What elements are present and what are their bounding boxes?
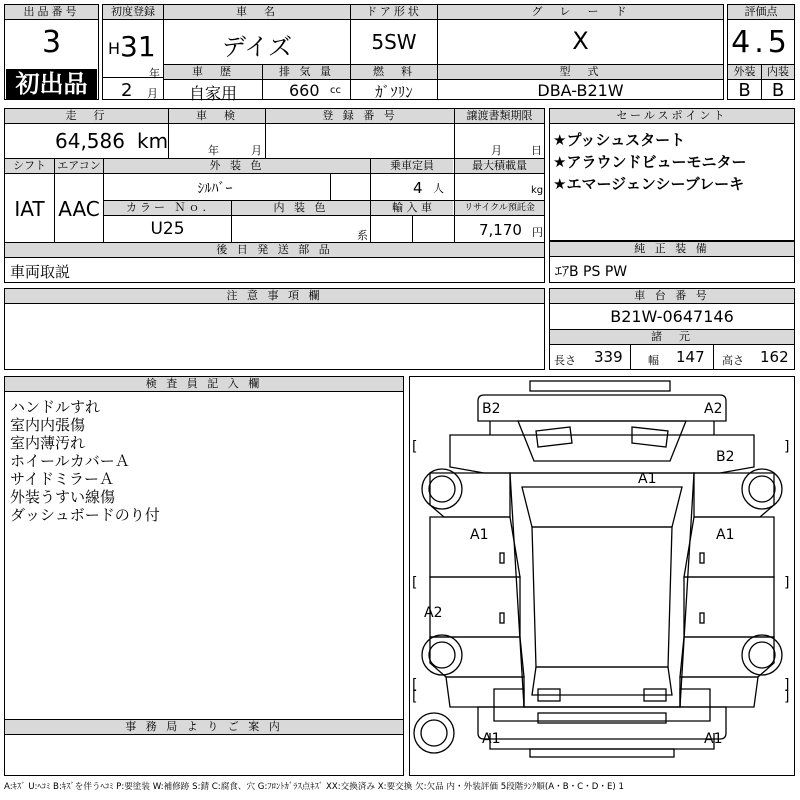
inspection-label: 車 検 bbox=[169, 109, 265, 123]
shift-label: シフト bbox=[5, 159, 54, 173]
inspection-month-unit: 月 bbox=[251, 144, 262, 157]
chassis-section bbox=[549, 288, 795, 370]
damage-mark: A2 bbox=[424, 605, 443, 621]
shift: IAT bbox=[14, 197, 45, 221]
car-outline-diagram bbox=[410, 377, 794, 775]
ext-color-label: 外 装 色 bbox=[104, 159, 370, 173]
height-label: 高さ bbox=[722, 354, 744, 367]
capacity-label: 乗車定員 bbox=[371, 159, 453, 173]
first-reg-label: 初度登録 bbox=[103, 5, 163, 19]
displacement: 660 bbox=[289, 81, 320, 100]
office-section bbox=[4, 719, 404, 776]
first-registration bbox=[102, 4, 164, 100]
int-color-label: 内 装 色 bbox=[232, 201, 370, 215]
recycle-label: リサイクル預託金 bbox=[455, 201, 544, 215]
legend: A:ｷｽﾞ U:ﾍｺﾐ B:ｷｽﾞを伴うﾍｺﾐ P:要塗装 W:補修跡 S:錆 C:腐食、穴 G:ﾌﾛﾝﾄｶﾞﾗｽ点ｷｽﾞ XX:交換済み X:要交換 欠:欠品 内・外装評価 5段階ﾗﾝｸ順(A・B・C・D・E) 1 bbox=[4, 782, 624, 792]
bracket-right-rear: ] bbox=[784, 677, 790, 693]
capacity: 4 bbox=[413, 179, 423, 197]
notes-section bbox=[4, 288, 545, 370]
vehicle-info bbox=[4, 108, 545, 283]
inspection-year-unit: 年 bbox=[208, 144, 219, 157]
interior-grade: B bbox=[771, 80, 785, 101]
import-label: 輸 入 車 bbox=[371, 201, 453, 215]
damage-mark: B2 bbox=[716, 449, 735, 465]
bracket-left-front: [ bbox=[412, 439, 418, 455]
damage-mark: B2 bbox=[482, 401, 501, 417]
score: 4.5 bbox=[731, 25, 791, 60]
model-label: 型 式 bbox=[438, 65, 723, 79]
office-title: 事 務 局 よ り ご 案 内 bbox=[5, 720, 403, 734]
bracket-left-rear: [ bbox=[412, 677, 418, 693]
car-info-header bbox=[163, 4, 724, 103]
bracket-right-mid: ] bbox=[784, 575, 790, 591]
reg-year: 31 bbox=[120, 30, 156, 63]
height-value: 162 bbox=[760, 348, 789, 366]
reg-no-label: 登 録 番 号 bbox=[266, 109, 454, 123]
width-value: 147 bbox=[676, 348, 705, 366]
grade-label: グ レ ー ド bbox=[438, 5, 723, 19]
bracket-left-bottom: [ bbox=[412, 689, 418, 705]
displacement-label: 排 気 量 bbox=[263, 65, 350, 79]
damage-mark: A2 bbox=[704, 401, 723, 417]
first-listing-badge: 初出品 bbox=[6, 69, 97, 99]
inspector-line: 室内内張傷 bbox=[10, 416, 86, 434]
color-no-label: カラー Ｎｏ. bbox=[104, 201, 231, 215]
score-section bbox=[727, 4, 795, 100]
mileage-unit: km bbox=[137, 129, 169, 153]
int-color-unit: 系 bbox=[357, 229, 368, 242]
lot-section bbox=[4, 4, 99, 100]
ac: AAC bbox=[58, 197, 100, 221]
damage-mark: A1 bbox=[638, 471, 657, 487]
reg-year-unit: 年 bbox=[149, 67, 160, 80]
inspector-line: 室内薄汚れ bbox=[10, 434, 86, 452]
fuel: ｶﾞｿﾘﾝ bbox=[375, 83, 413, 101]
mileage-label: 走 行 bbox=[5, 109, 168, 123]
chassis-title: 車 台 番 号 bbox=[550, 289, 794, 303]
dims-title: 諸 元 bbox=[550, 330, 794, 344]
recycle-amount: 7,170 bbox=[479, 221, 522, 239]
inspector-line: 外装うすい線傷 bbox=[10, 488, 116, 506]
sales-points-title: セールスポイント bbox=[550, 109, 794, 123]
bracket-right-bottom: ] bbox=[784, 689, 790, 705]
width-label: 幅 bbox=[648, 354, 659, 367]
inspector-line: ダッシュボードのり付 bbox=[10, 506, 160, 524]
exterior-label: 外装 bbox=[728, 65, 761, 79]
length-value: 339 bbox=[594, 348, 623, 366]
inspector-section bbox=[4, 376, 404, 720]
reg-month-unit: 月 bbox=[147, 87, 158, 100]
score-label: 評価点 bbox=[728, 5, 794, 19]
door-label: ドア形状 bbox=[351, 5, 437, 19]
car-name: デイズ bbox=[221, 33, 293, 61]
sales-point-item: ★アラウンドビューモニター bbox=[553, 153, 747, 171]
damage-mark: A1 bbox=[482, 731, 501, 747]
inspector-line: サイドミラーＡ bbox=[10, 470, 114, 488]
sales-point-item: ★エマージェンシーブレーキ bbox=[553, 175, 745, 193]
lot-number: 3 bbox=[41, 25, 62, 60]
grade: X bbox=[572, 27, 589, 55]
bracket-left-mid: [ bbox=[412, 575, 418, 591]
max-load-unit: kg bbox=[531, 185, 544, 196]
fuel-label: 燃 料 bbox=[351, 65, 437, 79]
lot-label: 出品番号 bbox=[5, 5, 98, 19]
color-no: U25 bbox=[150, 219, 185, 239]
ext-color: ｼﾙﾊﾞｰ bbox=[197, 181, 233, 197]
inspector-line: ハンドルすれ bbox=[10, 398, 101, 416]
displacement-unit: cc bbox=[330, 85, 341, 96]
sales-points bbox=[549, 108, 795, 241]
reg-month: 2 bbox=[121, 80, 133, 101]
exterior-grade: B bbox=[738, 80, 751, 101]
equipment-value: ｴｱB PS PW bbox=[555, 264, 628, 280]
history-label: 車 歴 bbox=[164, 65, 262, 79]
after-parts-label: 後 日 発 送 部 品 bbox=[5, 243, 544, 257]
max-load-label: 最大積載量 bbox=[455, 159, 544, 173]
length-label: 長さ bbox=[554, 354, 576, 367]
notes-title: 注 意 事 項 欄 bbox=[5, 289, 544, 303]
mileage: 64,586 bbox=[55, 129, 125, 153]
deadline-label: 譲渡書類期限 bbox=[455, 109, 544, 123]
ac-label: エアコン bbox=[55, 159, 103, 173]
inspector-line: ホイールカバーＡ bbox=[10, 452, 130, 470]
damage-diagram bbox=[409, 376, 795, 776]
standard-equipment bbox=[549, 241, 795, 283]
history: 自家用 bbox=[188, 84, 237, 103]
era: H bbox=[108, 39, 121, 58]
inspector-title: 検 査 員 記 入 欄 bbox=[5, 377, 403, 391]
chassis-number: B21W-0647146 bbox=[610, 307, 734, 326]
deadline-month-unit: 月 bbox=[491, 144, 502, 157]
bracket-right-front: ] bbox=[784, 439, 790, 455]
recycle-unit: 円 bbox=[532, 226, 543, 239]
model: DBA-B21W bbox=[537, 81, 624, 100]
after-parts: 車両取説 bbox=[10, 263, 71, 281]
damage-mark: A1 bbox=[470, 527, 489, 543]
sales-point-item: ★プッシュスタート bbox=[553, 131, 686, 149]
door-type: 5SW bbox=[371, 30, 417, 54]
capacity-unit: 人 bbox=[433, 182, 444, 195]
interior-label: 内装 bbox=[762, 65, 794, 79]
damage-mark: A1 bbox=[716, 527, 735, 543]
equipment-title: 純 正 装 備 bbox=[550, 242, 794, 256]
car-name-label: 車 名 bbox=[164, 5, 350, 19]
damage-mark: A1 bbox=[704, 731, 723, 747]
deadline-day-unit: 日 bbox=[531, 144, 542, 157]
